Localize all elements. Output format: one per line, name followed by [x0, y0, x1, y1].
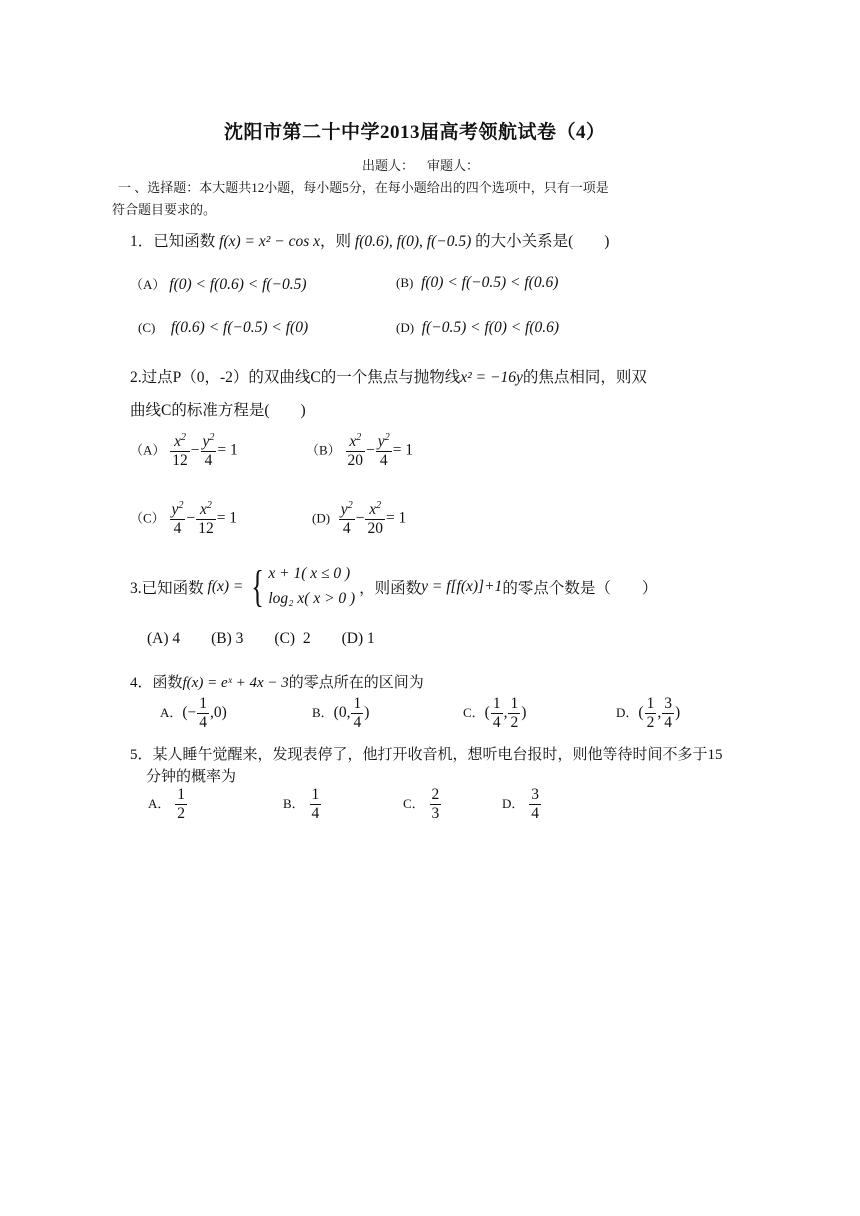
question-1-stem: 1．已知函数 f(x) = x² − cos x，则 f(0.6), f(0), f(−0.5) 的大小关系是( ) [130, 233, 610, 250]
q1-values: f(0.6), f(0), f(−0.5) [354, 233, 472, 250]
author-line: 出题人： 审题人： [362, 158, 480, 173]
q5-option-c: C． $\frac{2}{3}$ [403, 786, 440, 822]
question-5-stem-line2: 分钟的概率为 [146, 769, 237, 785]
q2-option-c: （C） $\frac{y^2}{4}$ − $\frac{x^2}{12}$ = 1 [130, 500, 238, 537]
q5-option-a: A． $\frac{1}{2}$ [148, 786, 186, 822]
q3-options: (A) 4 (B) 3 (C) 2 (D) 1 [147, 630, 375, 647]
q2-option-b: （B） $\frac{x^2}{20}$ − $\frac{y^2}{4}$ = 1 [306, 432, 414, 469]
q1-option-d: (D) f(−0.5) < f(0) < f(0.6) [396, 319, 560, 336]
piecewise-cases: x + 1( x ≤ 0 ) log₂ x( x > 0 ) [268, 565, 356, 607]
q4-option-a: A．(− $\frac{1}{4}$ ,0) [160, 695, 227, 731]
page-title: 沈阳市第二十中学2013届高考领航试卷（4） [224, 122, 606, 143]
q5-option-b: B． $\frac{1}{4}$ [283, 786, 320, 822]
q2-option-d: (D) $\frac{y^2}{4}$ − $\frac{x^2}{20}$ = 1 [312, 500, 407, 537]
q5-option-d: D． $\frac{3}{4}$ [502, 786, 540, 822]
q4-option-b: B．(0, $\frac{1}{4}$ ) [312, 695, 370, 731]
q4-option-c: C．( $\frac{1}{4}$ , $\frac{1}{2}$ ) [463, 695, 527, 731]
q1-option-c: (C) f(0.6) < f(−0.5) < f(0) [138, 319, 309, 336]
question-4-stem: 4．函数f(x) = eˣ + 4x − 3的零点所在的区间为 [130, 675, 424, 691]
q1-option-a: （A） f(0) < f(0.6) < f(−0.5) [130, 276, 307, 293]
q1-function: f(x) = x² − cos x [219, 233, 321, 250]
q1-option-b: (B) f(0) < f(−0.5) < f(0.6) [396, 274, 559, 291]
q2-option-a: （A） $\frac{x^2}{12}$ − $\frac{y^2}{4}$ = 1 [130, 432, 238, 469]
section-heading-line1: 一 、选择题：本大题共12小题，每小题5分，在每小题给出的四个选项中，只有一项是 [118, 180, 609, 195]
question-2-stem-line1: 2.过点P（0，-2）的双曲线C的一个焦点与抛物线x² = −16y的焦点相同，则双 [130, 369, 647, 386]
question-5-stem-line1: 5．某人睡午觉醒来，发现表停了，他打开收音机，想听电台报时，则他等待时间不多于15 [130, 747, 723, 763]
question-2-stem-line2: 曲线C的标准方程是( ) [130, 402, 306, 419]
piecewise-brace: { [251, 561, 265, 611]
q4-option-d: D．( $\frac{1}{2}$ , $\frac{3}{4}$ ) [616, 695, 681, 731]
section-heading-line2: 符合题目要求的。 [112, 202, 217, 217]
question-3-stem: 3.已知函数 f(x) = { x + 1( x ≤ 0 ) log₂ x( x > 0 ) ，则函数y = f[f(x)]+1的零点个数是（ ） [130, 561, 658, 611]
